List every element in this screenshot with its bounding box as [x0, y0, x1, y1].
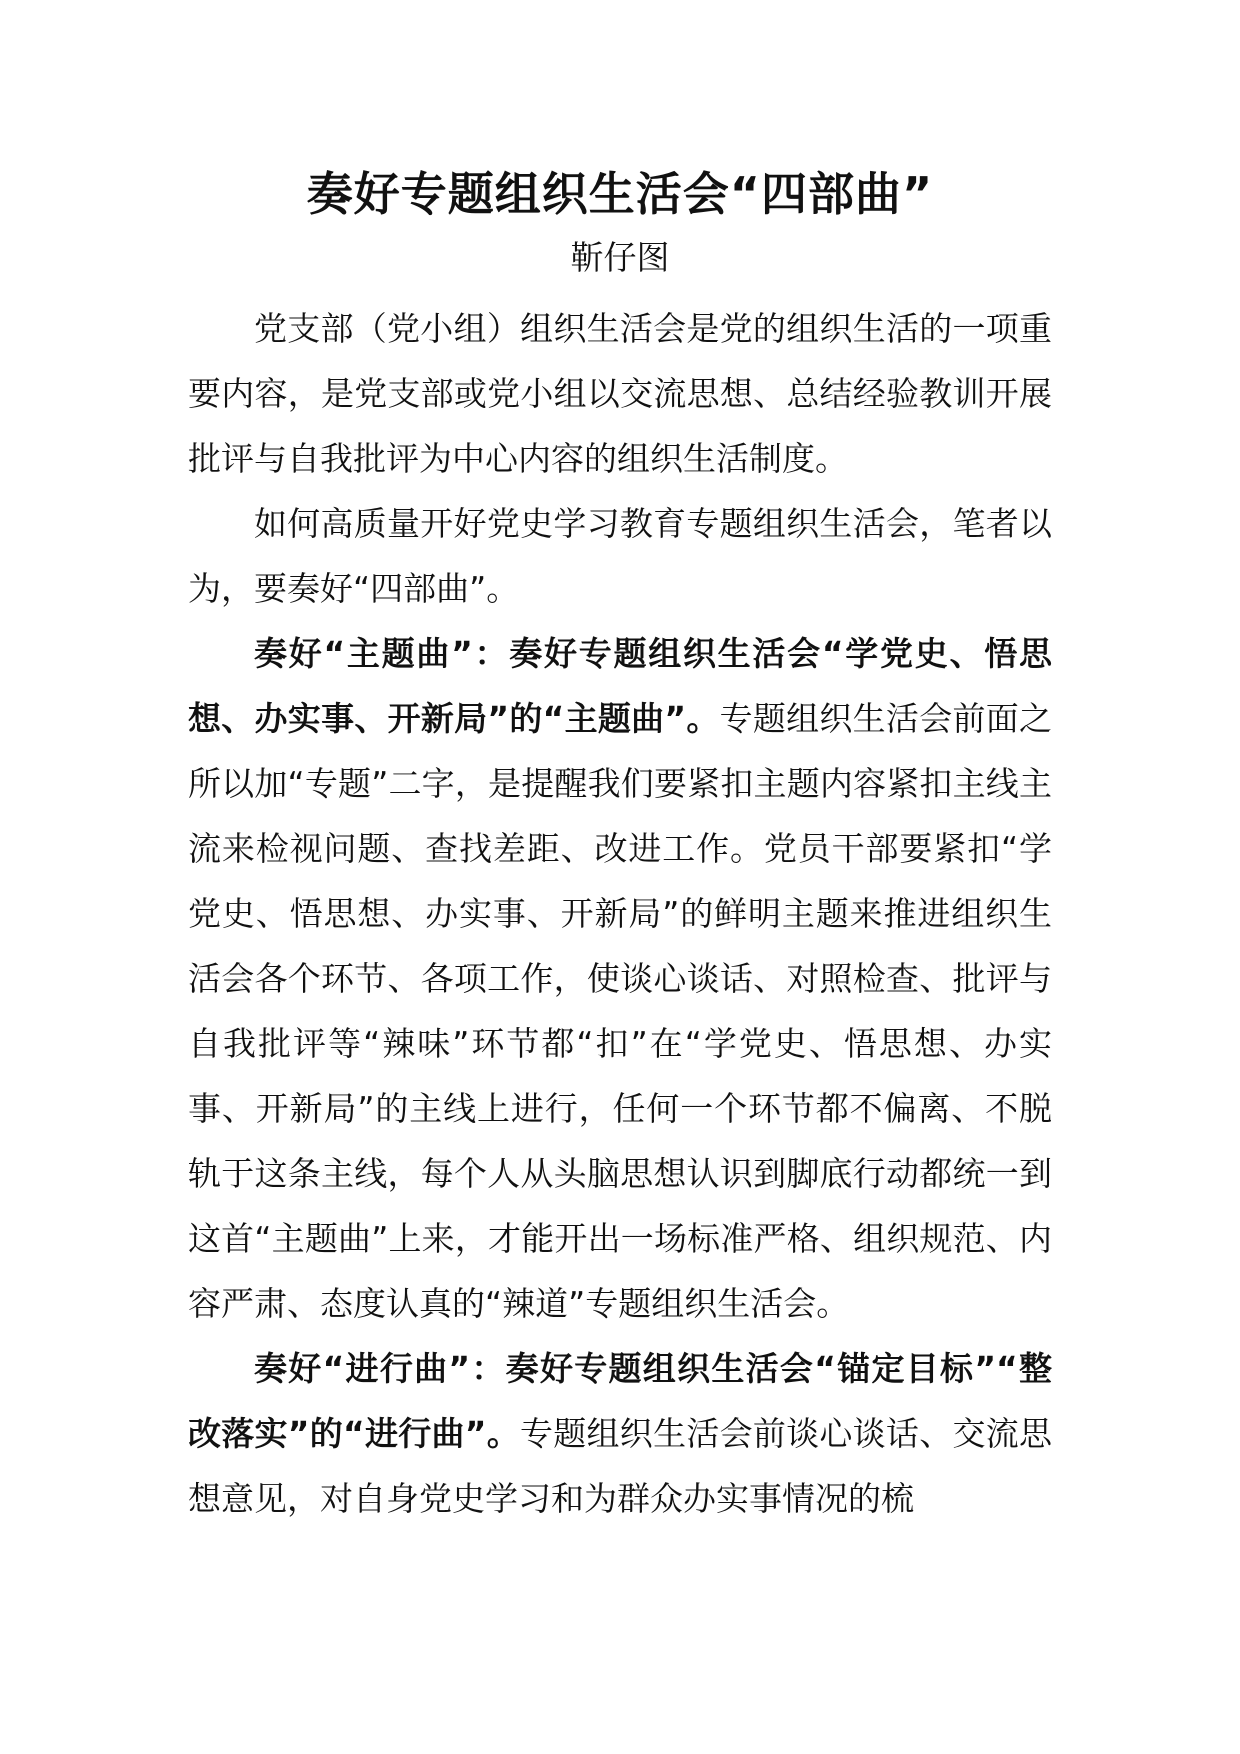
document-author: 靳仔图	[570, 238, 670, 277]
document-body	[188, 296, 1052, 1531]
paragraph-1-text: 党支部（党小组）组织生活会是党的组织生活的一项重要内容，是党支部或党小组以交流思想、总结经验教训开展批评与自我批评为中心内容的组织生活制度。	[188, 309, 1052, 478]
paragraph-4	[188, 1336, 1052, 1531]
document-title: 奏好专题组织生活会“四部曲”	[306, 167, 934, 221]
paragraph-1	[188, 296, 1052, 491]
paragraph-3-lead: 奏好“主题曲”：奏好专题组织生活会“学党史、悟思想、办实事、开新局”的“主题曲”。	[188, 634, 1052, 738]
paragraph-3-text: 专题组织生活会前面之所以加“专题”二字，是提醒我们要紧扣主题内容紧扣主线主流来检视问题、查找差距、改进工作。党员干部要紧扣“学党史、悟思想、办实事、开新局”的鲜明主题来推进组织生活会各个环节、各项工作，使谈心谈话、对照检查、批评与自我批评等“辣味”环节都“扣”在“学党史、悟思想、办实事、开新局”的主线上进行，任何一个环节都不偏离、不脱轨于这条主线，每个人从头脑思想认识到脚底行动都统一到这首“主题曲”上来，才能开出一场标准严格、组织规范、内容严肃、态度认真的“辣道”专题组织生活会。	[188, 699, 1052, 1323]
paragraph-2-text: 如何高质量开好党史学习教育专题组织生活会，笔者以为，要奏好“四部曲”。	[188, 504, 1052, 608]
paragraph-3	[188, 621, 1052, 1336]
paragraph-2	[188, 491, 1052, 621]
paragraph-4-lead: 奏好“进行曲”：奏好专题组织生活会“锚定目标”“整改落实”的“进行曲”。	[188, 1349, 1052, 1453]
paragraph-4-text: 专题组织生活会前谈心谈话、交流思想意见，对自身党史学习和为群众办实事情况的梳	[188, 1414, 1052, 1518]
